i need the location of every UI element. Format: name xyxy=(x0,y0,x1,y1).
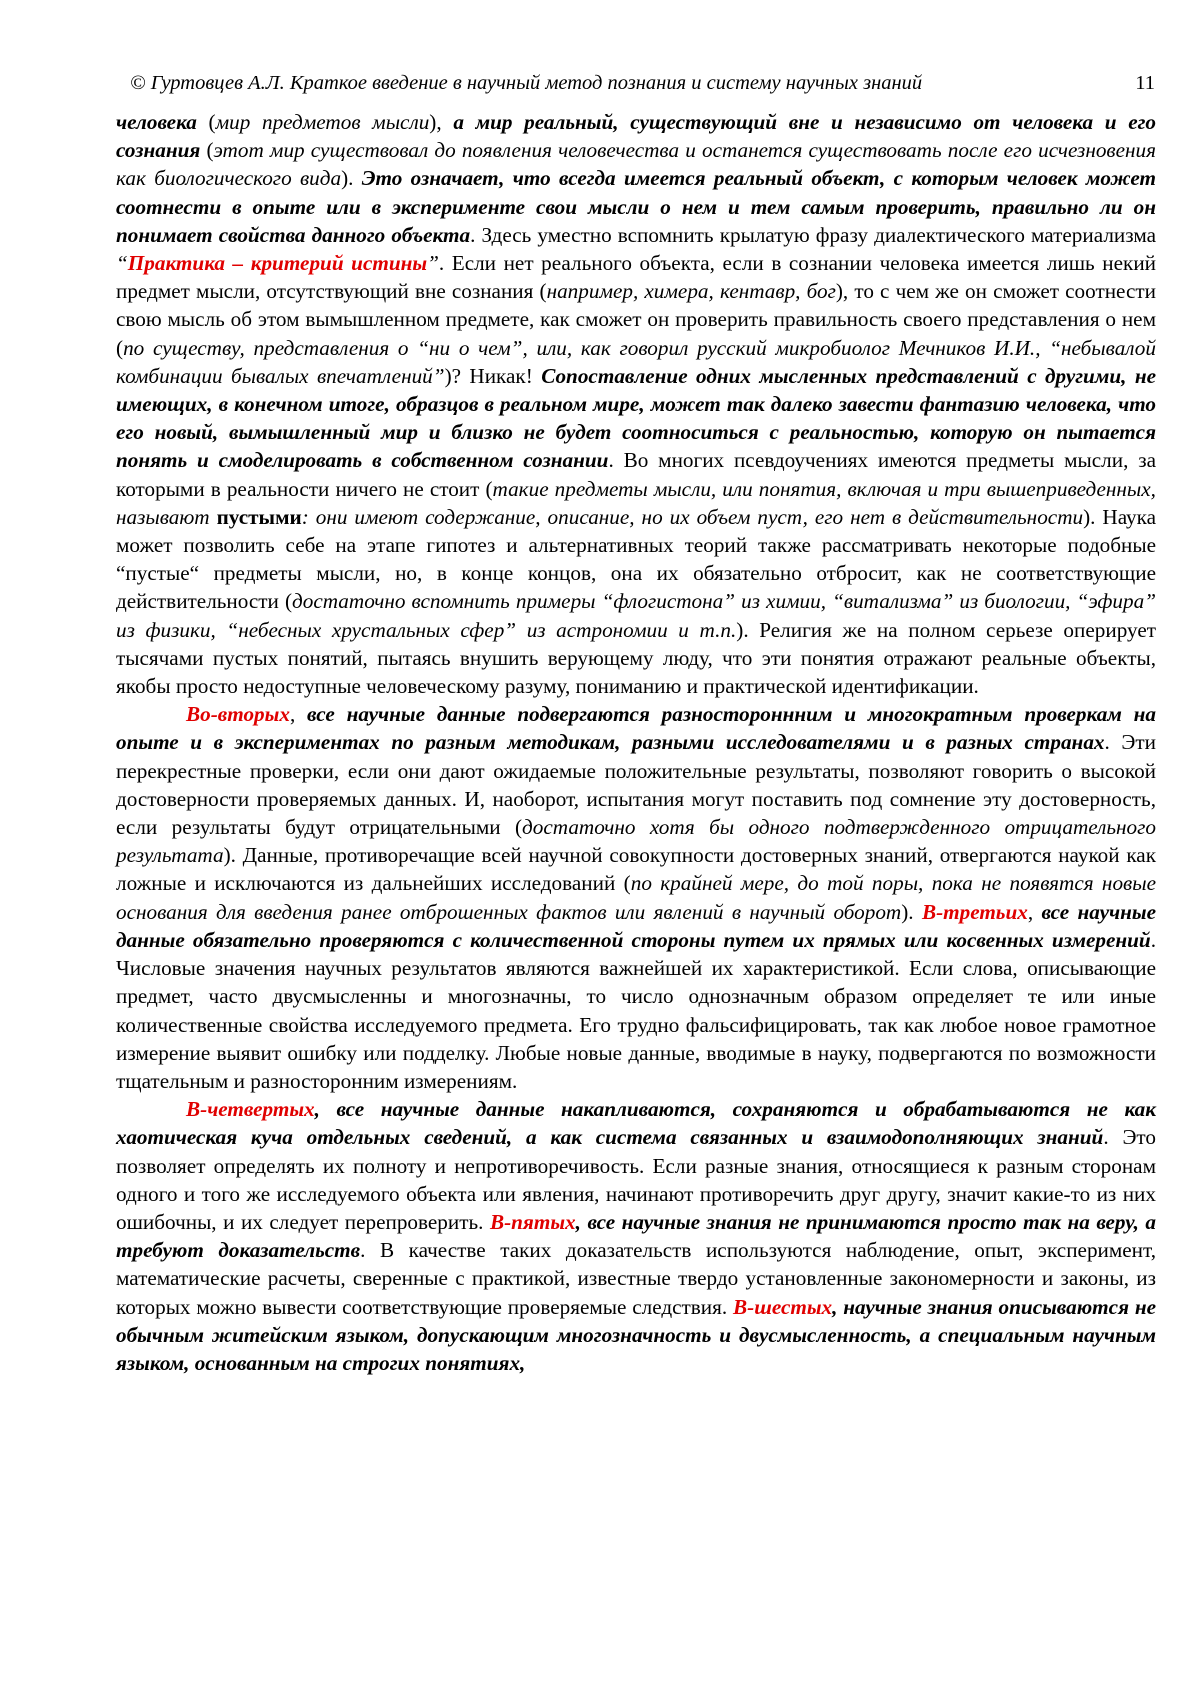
running-header xyxy=(130,70,1155,96)
p1-run: ), то с чем же он сможет соотнести свою мысль об этом вымышленном предмете, как сможет он проверить правильность своего представления о нем ( xyxy=(116,279,1156,359)
p1-run: Сопоставление одних мысленных представлений с другими, не имеющих, в конечном итоге, образцов в реальном мире, может так далеко завести фантазию человека, что его новый, вымышленный мир и близко не будет соотноситься с реальностью, которую он пытается понять и смоделировать в собственном сознании xyxy=(116,364,1156,473)
main-text xyxy=(116,108,1156,1377)
p1-run: мир предметов мысли xyxy=(216,110,430,134)
p3-run: В-пятых xyxy=(490,1210,576,1234)
p1-run: : они имеют содержание, описание, но их объем пуст, его нет в действительности xyxy=(302,505,1083,529)
p3-run: , xyxy=(576,1210,588,1234)
p1-run: а мир реальный, существующий вне и независимо от человека и его сознания xyxy=(116,110,1156,162)
running-title: © Гуртовцев А.Л. Краткое введение в научный метод познания и систему научных знаний xyxy=(130,72,922,94)
p1-run: “ xyxy=(116,251,128,275)
p2-run: , xyxy=(290,702,307,726)
document-page xyxy=(0,0,1200,1697)
p1-run: такие предметы мысли, или понятия, включая и три вышеприведенных, называют xyxy=(116,477,1156,529)
p2-run: . Эти перекрестные проверки, если они дают ожидаемые положительные результаты, позволяют говорить о высокой достоверности проверяемых данных. И, наоборот, испытания могут поставить под сомнение эту достоверность, если результаты будут отрицательными ( xyxy=(116,730,1156,839)
p3-run: В-четвертых xyxy=(186,1097,315,1121)
p1-run: . Если нет реального объекта, если в сознании человека имеется лишь некий предмет мысли, отсутствующий вне сознания ( xyxy=(116,251,1156,303)
p2-run: все научные данные подвергаются разностороннним и многократным проверкам на опыте и в экспериментах по разным методикам, разными исследователями и в разных странах xyxy=(116,702,1156,754)
paragraph-2 xyxy=(116,700,1156,1095)
p1-run: достаточно вспомнить примеры “флогистона” из химии, “витализма” из биологии, “эфира” из физики, “небесных хрустальных сфер” из астрономии и т.п. xyxy=(116,589,1156,641)
p2-run: В-третьих xyxy=(922,900,1028,924)
p2-run: по крайней мере, до той поры, пока не появятся новые основания для введения ранее отброшенных фактов или явлений в научный оборот xyxy=(116,871,1156,923)
p2-run: ). xyxy=(901,900,922,924)
p1-run: ). xyxy=(341,166,362,190)
paragraph-3 xyxy=(116,1095,1156,1377)
p2-run: достаточно хотя бы одного подтвержденного отрицательного результата xyxy=(116,815,1156,867)
p2-run: . Числовые значения научных результатов являются важнейшей их характеристикой. Если слова, описывающие предмет, часто двусмысленны и многозначны, то число однозначным образом определяет те или иные количественные свойства исследуемого предмета. Его трудно фальсифицировать, так как любое новое грамотное измерение выявит ошибку или подделку. Любые новые данные, вводимые в науку, подвергаются по возможности тщательным и разносторонним измерениям. xyxy=(116,928,1156,1093)
p1-run: )? Никак! xyxy=(445,364,542,388)
p2-run: , xyxy=(1028,900,1042,924)
p1-run: Практика – критерий истины xyxy=(128,251,427,275)
p2-run: Во-вторых xyxy=(186,702,290,726)
p1-run: по существу, представления о “ни о чем”, или, как говорил русский микробиолог Мечников И.И., “небывалой комбинации бывалых впечатлений” xyxy=(116,336,1156,388)
p3-run: В-шестых xyxy=(733,1295,832,1319)
p3-run: , xyxy=(315,1097,337,1121)
page-number: 11 xyxy=(1135,70,1155,96)
p1-run: ( xyxy=(197,110,216,134)
p1-run: человека xyxy=(116,110,197,134)
p3-run: . Это позволяет определять их полноту и непротиворечивость. Если разные знания, относящиеся к разным сторонам одного и того же исследуемого объекта или явления, начинают противоречить друг другу, значит какие-то из них ошибочны, и их следует перепроверить. xyxy=(116,1125,1156,1234)
p2-run: ). Данные, противоречащие всей научной совокупности достоверных знаний, отвергаются наукой как ложные и исключаются из дальнейших исследований ( xyxy=(116,843,1156,895)
p3-run: все научные данные накапливаются, сохраняются и обрабатываются не как хаотическая куча отдельных сведений, а как система связанных и взаимодополняющих знаний xyxy=(116,1097,1156,1149)
p1-run: Это означает, что всегда имеется реальный объект, с которым человек может соотнести в опыте или в эксперименте свои мысли о нем и тем самым проверить, правильно ли он понимает свойства данного объекта xyxy=(116,166,1156,246)
p1-run: . Во многих псевдоучениях имеются предметы мысли, за которыми в реальности ничего не стоит ( xyxy=(116,448,1156,500)
p1-run: . Здесь уместно вспомнить крылатую фразу диалектического материализма xyxy=(470,223,1156,247)
p1-run: ), xyxy=(429,110,453,134)
p3-run: , xyxy=(832,1295,843,1319)
paragraph-1 xyxy=(116,108,1156,700)
p1-run: ). Религия же на полном серьезе оперирует тысячами пустых понятий, пытаясь внушить верующему люду, что эти понятия отражают реальные объекты, якобы просто недоступные человеческому разуму, пониманию и практической идентификации. xyxy=(116,618,1156,698)
p1-run: ” xyxy=(427,251,439,275)
p3-run: . В качестве таких доказательств используются наблюдение, опыт, эксперимент, математические расчеты, сверенные с практикой, известные твердо установленные закономерности и законы, из которых можно вывести соответствующие проверяемые следствия. xyxy=(116,1238,1156,1318)
p1-run: ). Наука может позволить себе на этапе гипотез и альтернативных теорий также рассматривать некоторые подобные “пустые“ предметы мысли, но, в конце концов, она их обязательно отбросит, как не соответствующие действительности ( xyxy=(116,505,1156,614)
p3-run: все научные знания не принимаются просто так на веру, а требуют доказательств xyxy=(116,1210,1156,1262)
p3-run: научные знания описываются не обычным житейским языком, допускающим многозначность и двусмысленность, а специальным научным языком, основанным на строгих понятиях, xyxy=(116,1295,1156,1375)
p1-run: например, химера, кентавр, бог xyxy=(547,279,836,303)
p2-run: все научные данные обязательно проверяются с количественной стороны путем их прямых или косвенных измерений xyxy=(116,900,1156,952)
p1-run: пустыми xyxy=(217,505,302,529)
p1-run: этот мир существовал до появления человечества и останется существовать после его исчезновения как биологического вида xyxy=(116,138,1156,190)
p1-run: ( xyxy=(200,138,213,162)
